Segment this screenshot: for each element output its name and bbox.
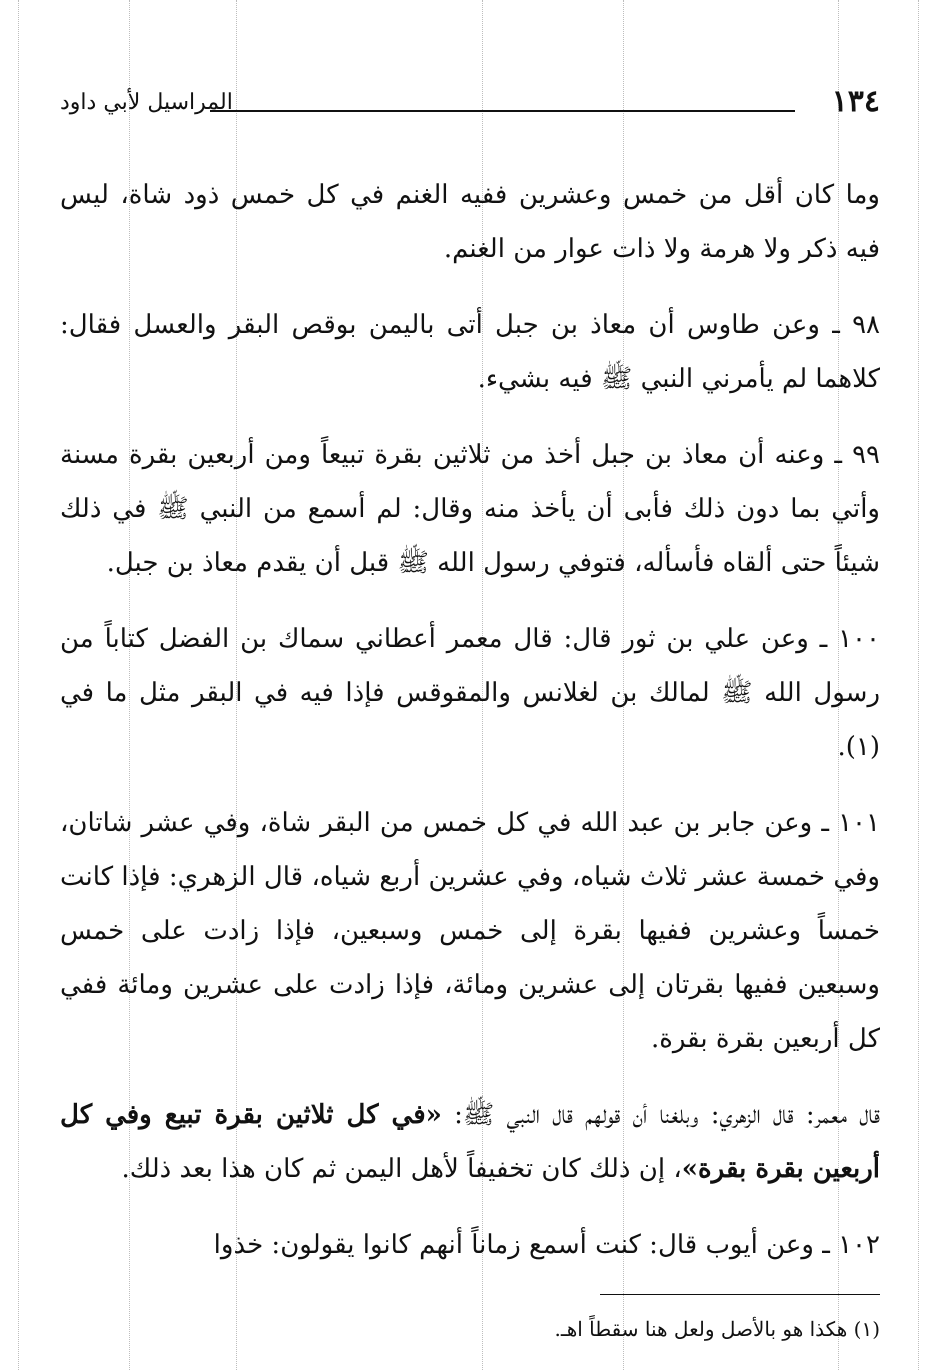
page-header bbox=[60, 80, 880, 124]
muammar-quote bbox=[60, 1088, 880, 1196]
body-text bbox=[60, 168, 880, 1272]
running-title: المراسيل لأبي داود bbox=[60, 90, 233, 115]
quote-outro: ، إن ذلك كان تخفيفاً لأهل اليمن ثم كان هذا بعد ذلك. bbox=[121, 1154, 682, 1184]
footnote: (١) هكذا هو بالأصل ولعل هنا سقطاً اهـ. bbox=[554, 1317, 880, 1341]
hadith-101: ١٠١ ـ وعن جابر بن عبد الله في كل خمس من البقر شاة، وفي عشر شاتان، وفي خمسة عشر ثلاث شياه، وفي عشرين أربع شياه، قال الزهري: فإذا كانت خمساً وعشرين ففيها بقرة إلى خمس وسبعين، فإذا زادت على خمس وسبعين ففيها بقرتان إلى عشرين ومائة، فإذا زادت على عشرين ومائة ففي كل أربعين بقرة بقرة. bbox=[60, 808, 880, 1054]
quote-intro: قال معمر: قال الزهري: وبلغنا أن قولهم قال النبي ﷺ: bbox=[441, 1100, 881, 1130]
hadith-99: ٩٩ ـ وعنه أن معاذ بن جبل أخذ من ثلاثين بقرة تبيعاً ومن أربعين بقرة مسنة وأتي بما دون ذلك فأبى أن يأخذ منه وقال: لم أسمع من النبي ﷺ في ذلك شيئاً حتى ألقاه فأسأله، فتوفي رسول الله ﷺ قبل أن يقدم معاذ بن جبل. bbox=[60, 440, 880, 578]
header-rule bbox=[210, 110, 795, 112]
hadith-100: ١٠٠ ـ وعن علي بن ثور قال: قال معمر أعطاني سماك بن الفضل كتاباً من رسول الله ﷺ لمالك بن لغلانس والمقوقس فإذا فيه في البقر مثل ما في (١). bbox=[60, 624, 880, 762]
paragraph: وما كان أقل من خمس وعشرين ففيه الغنم في كل خمس ذود شاة، ليس فيه ذكر ولا هرمة ولا ذات عوار من الغنم. bbox=[60, 180, 880, 264]
book-page bbox=[60, 80, 881, 1341]
hadith-102: ١٠٢ ـ وعن أيوب قال: كنت أسمع زماناً أنهم كانوا يقولون: خذوا bbox=[213, 1230, 880, 1260]
page-number: ١٣٤ bbox=[831, 84, 880, 119]
hadith-98: ٩٨ ـ وعن طاوس أن معاذ بن جبل أتى باليمن بوقص البقر والعسل فقال: كلاهما لم يأمرني النبي ﷺ فيه بشيء. bbox=[60, 310, 880, 394]
quote-bold: «في كل ثلاثين بقرة تبيع وفي كل أربعين بقرة بقرة» bbox=[60, 1100, 880, 1184]
footnote-rule bbox=[600, 1294, 880, 1295]
